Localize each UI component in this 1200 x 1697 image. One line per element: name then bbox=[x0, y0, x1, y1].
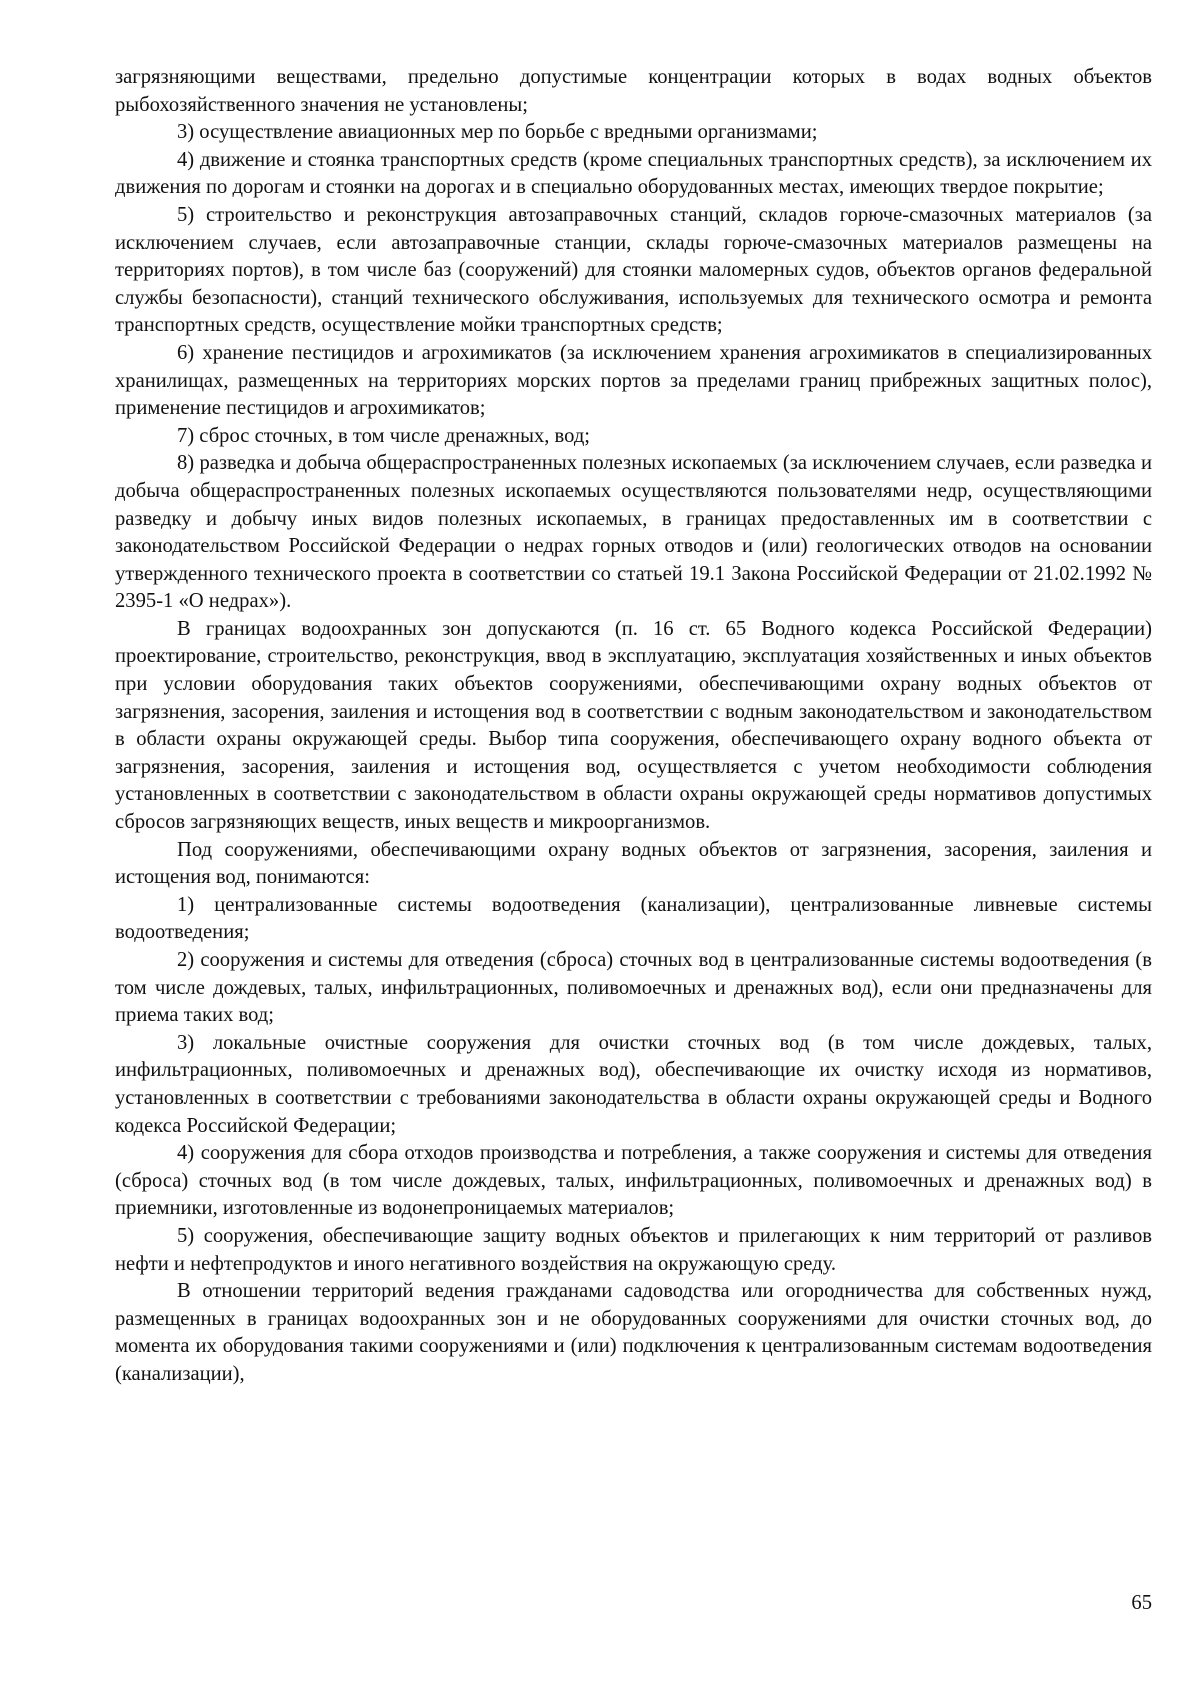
paragraph-structure-3: 3) локальные очистные сооружения для очистки сточных вод (в том числе дождевых, талых, инфильтрационных, поливомоечных и дренажных вод), обеспечивающие их очистку исходя из нормативов, установленных в соответствии с требованиями законодательства в области охраны окружающей среды и Водного кодекса Российской Федерации; bbox=[115, 1031, 1152, 1137]
paragraph-item-8: 8) разведка и добыча общераспространенных полезных ископаемых (за исключением случаев, если разведка и добыча общераспространенных полезных ископаемых осуществляются пользователями недр, осуществляющими разведку и добычу иных видов полезных ископаемых, в границах предоставленных им в соответствии с законодательством Российской Федерации о недрах горных отводов и (или) геологических отводов на основании утвержденного технического проекта в соответствии со статьей 19.1 Закона Российской Федерации от 21.02.1992 № 2395-1 «О недрах»). bbox=[115, 452, 1152, 613]
paragraph-structures-definition: Под сооружениями, обеспечивающими охрану водных объектов от загрязнения, засорения, заиления и истощения вод, понимаются: bbox=[115, 838, 1152, 889]
paragraph-item-6: 6) хранение пестицидов и агрохимикатов (за исключением хранения агрохимикатов в специализированных хранилищах, размещенных на территориях морских портов за пределами границ прибрежных защитных полос), применение пестицидов и агрохимикатов; bbox=[115, 341, 1152, 420]
document-page bbox=[115, 64, 1152, 1389]
paragraph-item-4: 4) движение и стоянка транспортных средств (кроме специальных транспортных средств), за исключением их движения по дорогам и стоянки на дорогах и в специально оборудованных местах, имеющих твердое покрытие; bbox=[115, 148, 1152, 199]
paragraph-structure-1: 1) централизованные системы водоотведения (канализации), централизованные ливневые системы водоотведения; bbox=[115, 893, 1152, 944]
paragraph-continuation: загрязняющими веществами, предельно допустимые концентрации которых в водах водных объектов рыбохозяйственного значения не установлены; bbox=[115, 66, 1152, 116]
paragraph-water-protection-zones: В границах водоохранных зон допускаются (п. 16 ст. 65 Водного кодекса Российской Федерации) проектирование, строительство, реконструкция, ввод в эксплуатацию, эксплуатация хозяйственных и иных объектов при условии оборудования таких объектов сооружениями, обеспечивающими охрану водных объектов от загрязнения, засорения, заиления и истощения вод в соответствии с водным законодательством и законодательством в области охраны окружающей среды. Выбор типа сооружения, обеспечивающего охрану водного объекта от загрязнения, засорения, заиления и истощения вод, осуществляется с учетом необходимости соблюдения установленных в соответствии с законодательством в области охраны окружающей среды нормативов допустимых сбросов загрязняющих веществ, иных веществ и микроорганизмов. bbox=[115, 617, 1152, 834]
paragraph-structure-5: 5) сооружения, обеспечивающие защиту водных объектов и прилегающих к ним территорий от разливов нефти и нефтепродуктов и иного негативного воздействия на окружающую среду. bbox=[115, 1224, 1152, 1275]
paragraph-item-5: 5) строительство и реконструкция автозаправочных станций, складов горюче-смазочных материалов (за исключением случаев, если автозаправочные станции, склады горюче-смазочных материалов размещены на территориях портов), в том числе баз (сооружений) для стоянки маломерных судов, объектов органов федеральной службы безопасности), станций технического обслуживания, используемых для технического осмотра и ремонта транспортных средств, осуществление мойки транспортных средств; bbox=[115, 203, 1152, 337]
paragraph-structure-2: 2) сооружения и системы для отведения (сброса) сточных вод в централизованные системы водоотведения (в том числе дождевых, талых, инфильтрационных, поливомоечных и дренажных вод), если они предназначены для приема таких вод; bbox=[115, 949, 1152, 1027]
paragraph-gardening-territories: В отношении территорий ведения гражданами садоводства или огородничества для собственных нужд, размещенных в границах водоохранных зон и не оборудованных сооружениями для очистки сточных вод, до момента их оборудования такими сооружениями и (или) подключения к централизованным системам водоотведения (канализации), bbox=[115, 1280, 1152, 1385]
paragraph-structure-4: 4) сооружения для сбора отходов производства и потребления, а также сооружения и системы для отведения (сброса) сточных вод (в том числе дождевых, талых, инфильтрационных, поливомоечных и дренажных вод) в приемники, изготовленные из водонепроницаемых материалов; bbox=[115, 1142, 1152, 1220]
paragraph-item-3: 3) осуществление авиационных мер по борьбе с вредными организмами; bbox=[177, 121, 818, 144]
paragraph-item-7: 7) сброс сточных, в том числе дренажных, вод; bbox=[177, 424, 591, 447]
page-number: 65 bbox=[1131, 1592, 1152, 1614]
